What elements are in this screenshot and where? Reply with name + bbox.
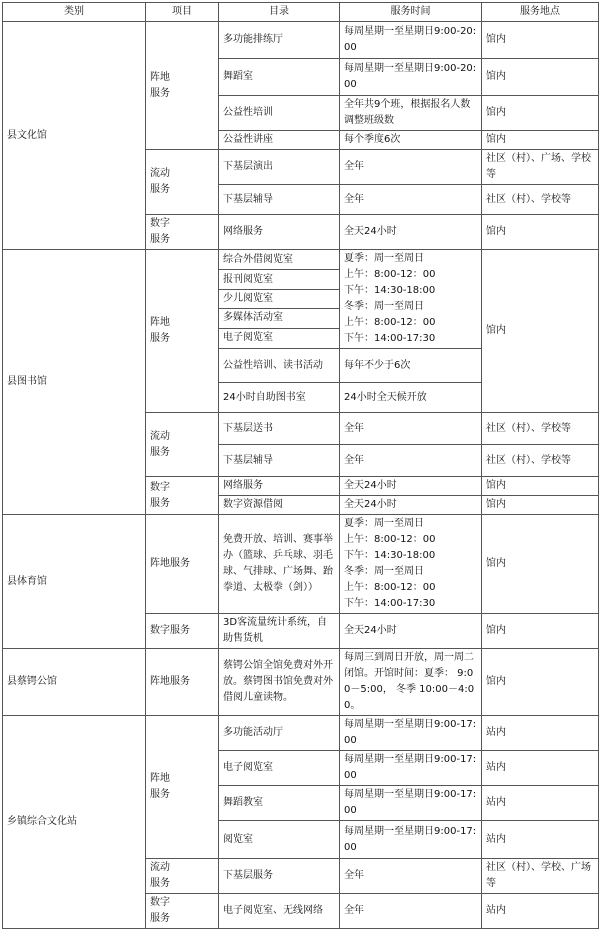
catalog-cell: 24小时自助图书室 bbox=[219, 383, 340, 413]
time-cell: 全天24小时 bbox=[340, 496, 482, 515]
time-cell: 每周星期一至星期日9:00-17:00 bbox=[340, 751, 482, 786]
catalog-cell: 下基层演出 bbox=[219, 150, 340, 185]
time-cell: 夏季：周一至周日 上午：8:00-12：00 下午：14:30-18:00 冬季：周一至周日 上午：8:00-12：00 下午：14:00-17:30 bbox=[340, 515, 482, 614]
mode-cell: 数字 服务 bbox=[146, 894, 219, 929]
location-cell: 站内 bbox=[482, 716, 599, 751]
location-cell: 馆内 bbox=[482, 22, 599, 59]
location-cell: 馆内 bbox=[482, 59, 599, 96]
location-cell: 馆内 bbox=[482, 96, 599, 131]
header-project: 项目 bbox=[146, 3, 219, 22]
time-cell: 每周三到周日开放，周一周二闭馆。开馆时间：夏季： 9:00－5:00， 冬季 10:00－4:00。 bbox=[340, 649, 482, 716]
time-cell: 每个季度6次 bbox=[340, 131, 482, 150]
time-cell: 夏季：周一至周日 上午：8:00-12：00 下午：14:30-18:00 冬季：周一至周日 上午：8:00-12：00 下午：14:00-17:30 bbox=[340, 250, 482, 349]
public-service-table bbox=[2, 2, 599, 929]
location-cell: 社区（村）、学校、广场等 bbox=[482, 859, 599, 894]
catalog-cell: 综合外借阅览室 bbox=[219, 250, 340, 270]
catalog-cell: 多功能排练厅 bbox=[219, 22, 340, 59]
catalog-cell: 蔡锷公馆全馆免费对外开放。蔡锷图书馆免费对外借阅儿童读物。 bbox=[219, 649, 340, 716]
location-cell: 社区（村）、广场、学校等 bbox=[482, 150, 599, 185]
mode-cell: 流动 服务 bbox=[146, 150, 219, 215]
time-cell: 全年共9个班，根据报名人数调整班级数 bbox=[340, 96, 482, 131]
location-cell: 馆内 bbox=[482, 215, 599, 250]
time-cell: 全年 bbox=[340, 894, 482, 929]
time-cell: 全年 bbox=[340, 445, 482, 477]
catalog-cell: 免费开放、培训、赛事举办（篮球、乒乓球、羽毛球、气排球、广场舞、跆拳道、太极拳（剑）） bbox=[219, 515, 340, 614]
catalog-cell: 下基层服务 bbox=[219, 859, 340, 894]
mode-cell: 阵地服务 bbox=[146, 649, 219, 716]
catalog-cell: 下基层送书 bbox=[219, 413, 340, 445]
location-cell: 社区（村）、学校等 bbox=[482, 445, 599, 477]
catalog-cell: 网络服务 bbox=[219, 215, 340, 250]
catalog-cell: 电子阅览室 bbox=[219, 328, 340, 348]
catalog-cell: 报刊阅览室 bbox=[219, 270, 340, 289]
catalog-cell: 公益性培训 bbox=[219, 96, 340, 131]
category-cell: 县图书馆 bbox=[3, 250, 146, 515]
time-cell: 全年 bbox=[340, 413, 482, 445]
time-cell: 每年不少于6次 bbox=[340, 349, 482, 383]
location-cell: 社区（村）、学校等 bbox=[482, 185, 599, 215]
location-cell: 馆内 bbox=[482, 131, 599, 150]
location-cell: 馆内 bbox=[482, 250, 599, 413]
location-cell: 站内 bbox=[482, 786, 599, 821]
catalog-cell: 网络服务 bbox=[219, 477, 340, 496]
time-cell: 全年 bbox=[340, 859, 482, 894]
table-row bbox=[3, 515, 599, 614]
time-cell: 每周星期一至星期日9:00-20:00 bbox=[340, 22, 482, 59]
location-cell: 馆内 bbox=[482, 496, 599, 515]
mode-cell: 流动 服务 bbox=[146, 859, 219, 894]
category-cell: 县体育馆 bbox=[3, 515, 146, 649]
mode-cell: 流动 服务 bbox=[146, 413, 219, 477]
location-cell: 馆内 bbox=[482, 477, 599, 496]
location-cell: 站内 bbox=[482, 894, 599, 929]
mode-cell: 阵地服务 bbox=[146, 515, 219, 614]
location-cell: 站内 bbox=[482, 751, 599, 786]
catalog-cell: 电子阅览室 bbox=[219, 751, 340, 786]
table-row bbox=[3, 250, 599, 270]
location-cell: 馆内 bbox=[482, 515, 599, 614]
category-cell: 乡镇综合文化站 bbox=[3, 716, 146, 929]
time-cell: 每周星期一至星期日9:00-20:00 bbox=[340, 59, 482, 96]
time-cell: 24小时全天候开放 bbox=[340, 383, 482, 413]
catalog-cell: 舞蹈教室 bbox=[219, 786, 340, 821]
time-cell: 全天24小时 bbox=[340, 614, 482, 649]
mode-cell: 阵地 服务 bbox=[146, 716, 219, 859]
catalog-cell: 多媒体活动室 bbox=[219, 309, 340, 328]
catalog-cell: 舞蹈室 bbox=[219, 59, 340, 96]
mode-cell: 阵地 服务 bbox=[146, 250, 219, 413]
header-service-time: 服务时间 bbox=[340, 3, 482, 22]
location-cell: 馆内 bbox=[482, 614, 599, 649]
time-cell: 全天24小时 bbox=[340, 215, 482, 250]
time-cell: 全天24小时 bbox=[340, 477, 482, 496]
time-cell: 每周星期一至星期日9:00-17:00 bbox=[340, 716, 482, 751]
catalog-cell: 下基层辅导 bbox=[219, 445, 340, 477]
table-row bbox=[3, 22, 599, 59]
mode-cell: 数字 服务 bbox=[146, 215, 219, 250]
location-cell: 馆内 bbox=[482, 649, 599, 716]
mode-cell: 阵地 服务 bbox=[146, 22, 219, 150]
category-cell: 县蔡锷公馆 bbox=[3, 649, 146, 716]
table-row bbox=[3, 716, 599, 751]
catalog-cell: 数字资源借阅 bbox=[219, 496, 340, 515]
catalog-cell: 3D客流量统计系统，自助售货机 bbox=[219, 614, 340, 649]
catalog-cell: 公益性讲座 bbox=[219, 131, 340, 150]
catalog-cell: 阅览室 bbox=[219, 821, 340, 859]
time-cell: 全年 bbox=[340, 185, 482, 215]
header-catalog: 目录 bbox=[219, 3, 340, 22]
header-service-location: 服务地点 bbox=[482, 3, 599, 22]
header-row bbox=[3, 3, 599, 22]
table-row bbox=[3, 649, 599, 716]
catalog-cell: 下基层辅导 bbox=[219, 185, 340, 215]
location-cell: 站内 bbox=[482, 821, 599, 859]
catalog-cell: 公益性培训、读书活动 bbox=[219, 349, 340, 383]
time-cell: 每周星期一至星期日9:00-17:00 bbox=[340, 786, 482, 821]
catalog-cell: 少儿阅览室 bbox=[219, 289, 340, 308]
time-cell: 每周星期一至星期日9:00-17:00 bbox=[340, 821, 482, 859]
location-cell: 社区（村）、学校等 bbox=[482, 413, 599, 445]
catalog-cell: 电子阅览室、无线网络 bbox=[219, 894, 340, 929]
catalog-cell: 多功能活动厅 bbox=[219, 716, 340, 751]
mode-cell: 数字 服务 bbox=[146, 477, 219, 515]
time-cell: 全年 bbox=[340, 150, 482, 185]
mode-cell: 数字服务 bbox=[146, 614, 219, 649]
category-cell: 县文化馆 bbox=[3, 22, 146, 250]
header-category: 类别 bbox=[3, 3, 146, 22]
